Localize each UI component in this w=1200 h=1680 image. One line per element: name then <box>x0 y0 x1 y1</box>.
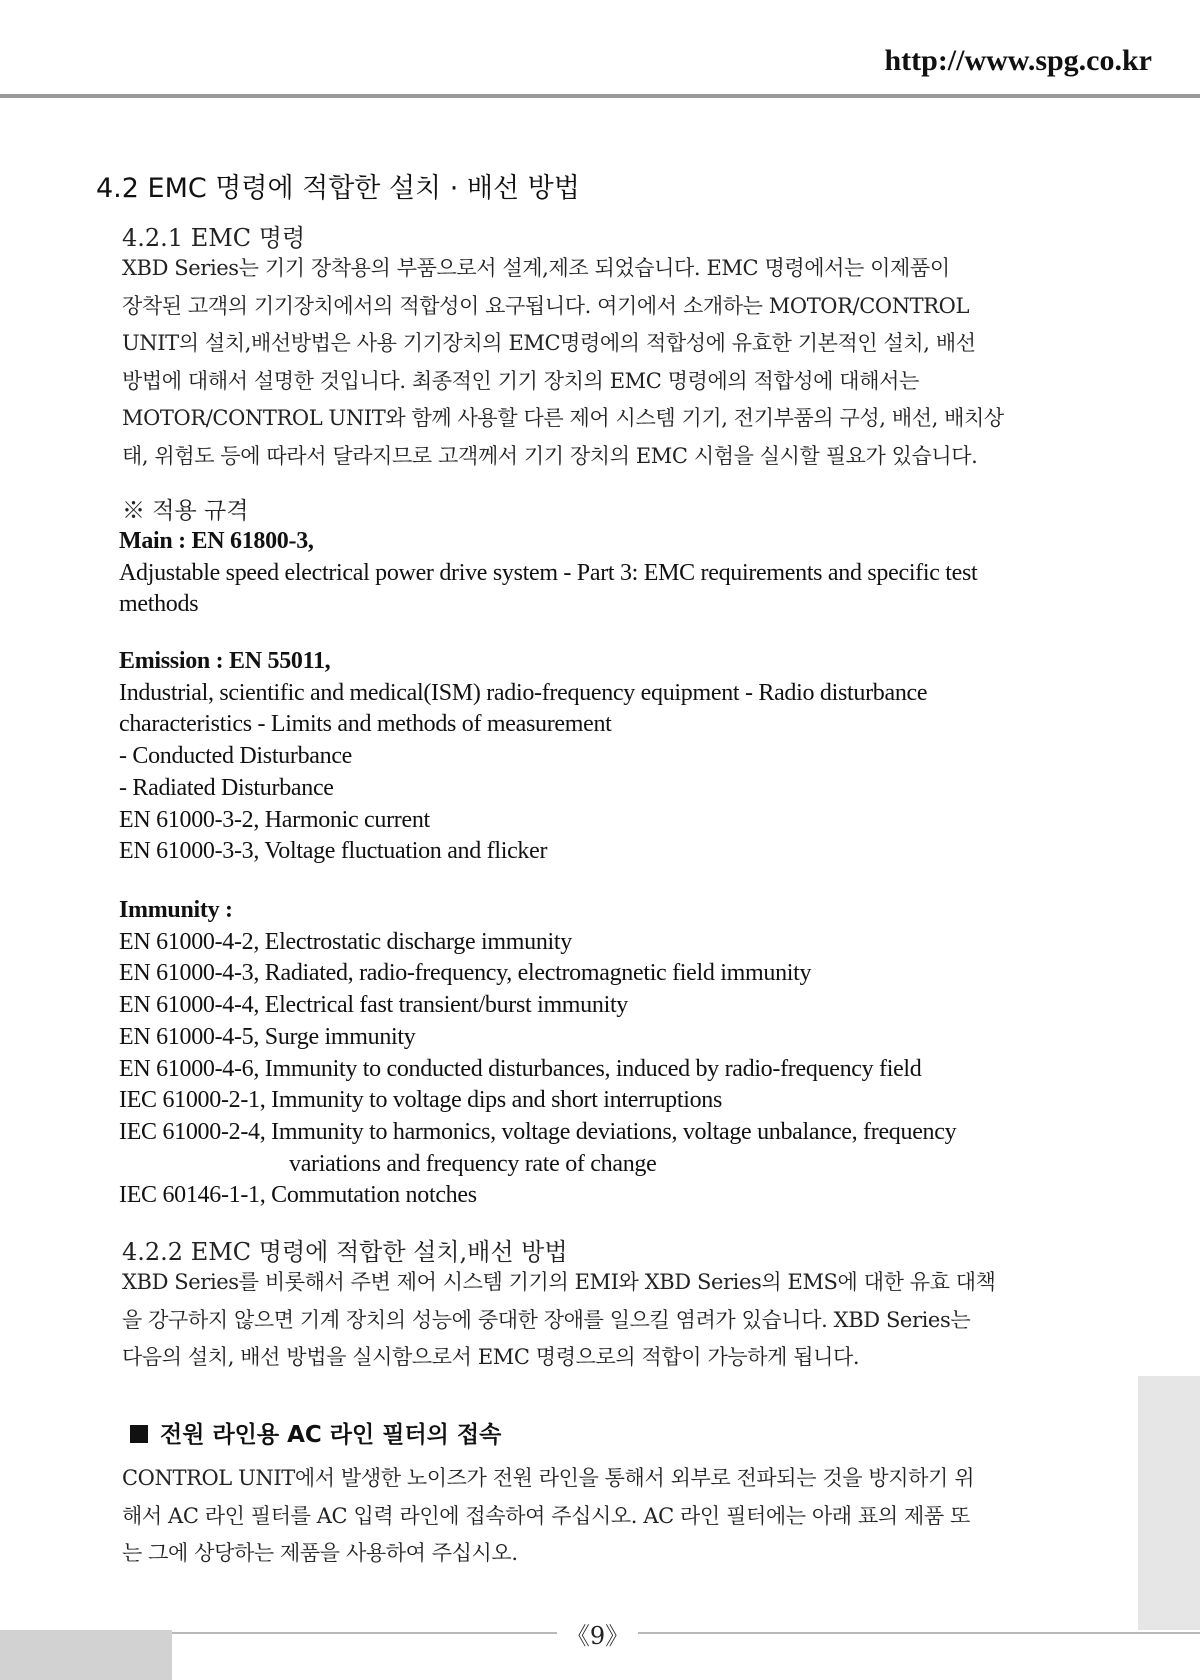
paragraph-line: XBD Series를 비롯해서 주변 제어 시스템 기기의 EMI와 XBD Series의 EMS에 대한 유효 대책 <box>122 1270 996 1294</box>
paragraph-line: 해서 AC 라인 필터를 AC 입력 라인에 접속하여 주십시오. AC 라인 필터에는 아래 표의 제품 또 <box>122 1503 970 1528</box>
immunity-standard-block <box>119 895 1159 1212</box>
side-tab <box>1138 1376 1200 1630</box>
header-url: http://www.spg.co.kr <box>884 44 1152 77</box>
paragraph-line: 태, 위험도 등에 따라서 달라지므로 고객께서 기기 장치의 EMC 시험을 실시할 필요가 있습니다. <box>122 443 978 468</box>
applicable-standards-note: ※ 적용 규격 <box>122 498 249 524</box>
standard-line: EN 61000-4-5, Surge immunity <box>119 1023 416 1050</box>
footer-block <box>0 1630 172 1680</box>
standard-line: characteristics - Limits and methods of measurement <box>119 711 612 738</box>
main-standard-block <box>119 526 1159 621</box>
standard-line: Industrial, scientific and medical(ISM) radio-frequency equipment - Radio disturbance <box>119 679 928 706</box>
standard-line: Adjustable speed electrical power drive system - Part 3: EMC requirements and specific test <box>119 559 978 586</box>
standard-line: EN 61000-3-2, Harmonic current <box>119 806 430 833</box>
filter-heading-text: 전원 라인용 AC 라인 필터의 접속 <box>160 1422 502 1448</box>
standard-line: EN 61000-4-6, Immunity to conducted disturbances, induced by radio-frequency field <box>119 1055 922 1082</box>
paragraph-line: XBD Series는 기기 장착용의 부품으로서 설계,제조 되었습니다. EMC 명령에서는 이제품이 <box>122 256 950 280</box>
emission-standard-label: Emission : EN 55011, <box>119 648 331 674</box>
emission-standard-block <box>119 646 1159 868</box>
main-standard-label: Main : EN 61800-3, <box>119 528 314 554</box>
paragraph-line: 을 강구하지 않으면 기계 장치의 성능에 중대한 장애를 일으킬 염려가 있습니다. XBD Series는 <box>122 1307 971 1332</box>
page-number: 《9》 <box>565 1622 630 1650</box>
footer-rule <box>172 1632 557 1634</box>
subsection-heading-4-2-2: 4.2.2 EMC 명령에 적합한 설치,배선 방법 <box>122 1238 568 1266</box>
standard-line: - Radiated Disturbance <box>119 774 334 801</box>
installation-paragraph <box>122 1264 1142 1377</box>
paragraph-line: 장착된 고객의 기기장치에서의 적합성이 요구됩니다. 여기에서 소개하는 MOTOR/CONTROL <box>122 293 970 318</box>
standard-line: EN 61000-4-2, Electrostatic discharge immunity <box>119 928 572 955</box>
paragraph-line: 다음의 설치, 배선 방법을 실시함으로서 EMC 명령으로의 적합이 가능하게 됩니다. <box>122 1345 860 1369</box>
paragraph-line: 는 그에 상당하는 제품을 사용하여 주십시오. <box>122 1541 518 1565</box>
standard-line: IEC 60146-1-1, Commutation notches <box>119 1182 477 1209</box>
footer-rule <box>638 1632 1200 1634</box>
emc-directive-paragraph <box>122 250 1142 475</box>
standard-line-continuation: variations and frequency rate of change <box>289 1150 657 1177</box>
paragraph-line: MOTOR/CONTROL UNIT와 함께 사용할 다른 제어 시스템 기기, 전기부품의 구성, 배선, 배치상 <box>122 406 1004 430</box>
standard-line: methods <box>119 591 199 618</box>
paragraph-line: CONTROL UNIT에서 발생한 노이즈가 전원 라인을 통해서 외부로 전파되는 것을 방지하기 위 <box>122 1466 975 1490</box>
immunity-standard-label: Immunity : <box>119 897 233 923</box>
standard-line: EN 61000-3-3, Voltage fluctuation and flicker <box>119 838 548 865</box>
filter-paragraph <box>122 1460 1142 1573</box>
standard-line: IEC 61000-2-1, Immunity to voltage dips and short interruptions <box>119 1087 723 1114</box>
section-title: 4.2 EMC 명령에 적합한 설치 · 배선 방법 <box>96 173 580 204</box>
paragraph-line: 방법에 대해서 설명한 것입니다. 최종적인 기기 장치의 EMC 명령에의 적합성에 대해서는 <box>122 368 919 393</box>
standard-line: - Conducted Disturbance <box>119 743 353 770</box>
square-bullet-icon <box>130 1425 148 1443</box>
subsection-heading-4-2-1: 4.2.1 EMC 명령 <box>122 224 306 252</box>
standard-line: IEC 61000-2-4, Immunity to harmonics, voltage deviations, voltage unbalance, frequency <box>119 1118 957 1145</box>
filter-heading <box>130 1416 501 1449</box>
standard-line: EN 61000-4-3, Radiated, radio-frequency, electromagnetic field immunity <box>119 960 812 987</box>
header-rule <box>0 94 1200 98</box>
paragraph-line: UNIT의 설치,배선방법은 사용 기기장치의 EMC명령에의 적합성에 유효한 기본적인 설치, 배선 <box>122 331 976 355</box>
standard-line: EN 61000-4-4, Electrical fast transient/burst immunity <box>119 992 629 1019</box>
